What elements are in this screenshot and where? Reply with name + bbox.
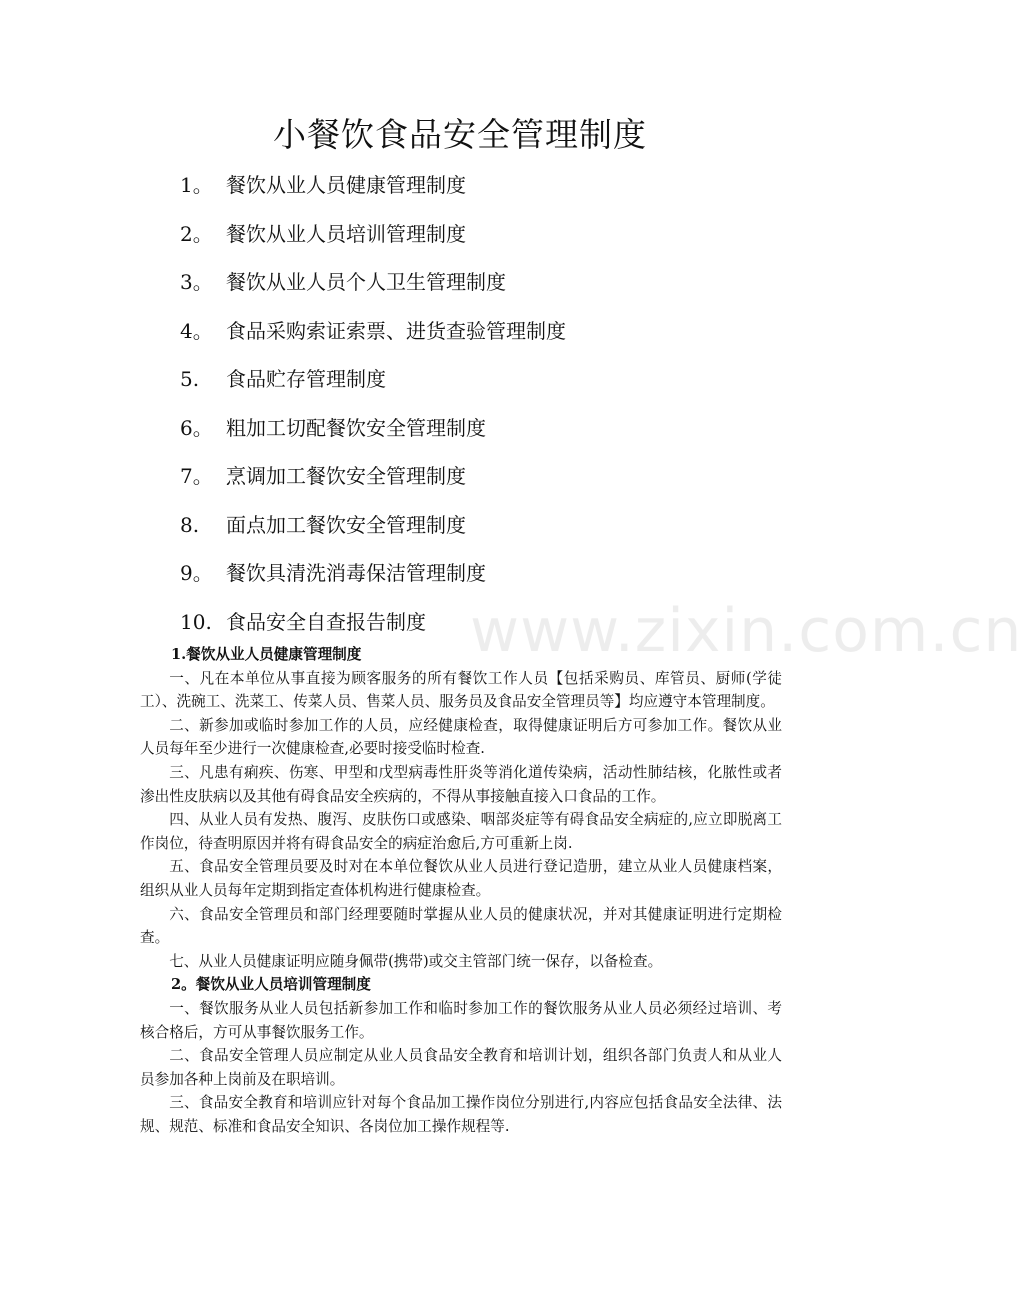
- watermark-text: www.zixin.com.cn: [470, 596, 1022, 666]
- document-body: [140, 643, 782, 1138]
- body-paragraph: 三、凡患有痢疾、伤寒、甲型和戊型病毒性肝炎等消化道传染病，活动性肺结核，化脓性或者渗出性皮肤病以及其他有碍食品安全疾病的，不得从事接触直接入口食品的工作。: [140, 763, 782, 805]
- toc-item: [180, 212, 800, 261]
- toc-item: [180, 454, 800, 503]
- body-paragraph: 六、食品安全管理员和部门经理要随时掌握从业人员的健康状况，并对其健康证明进行定期检查。: [140, 905, 782, 947]
- toc-item-label: 食品安全自查报告制度: [226, 609, 426, 634]
- toc-item-number: 6。: [180, 415, 213, 440]
- section-heading: 1.餐饮从业人员健康管理制度: [171, 646, 362, 663]
- toc-item-number: 4。: [180, 318, 213, 343]
- toc-item: [180, 406, 800, 455]
- section-heading: 2。餐饮从业人员培训管理制度: [171, 976, 371, 994]
- body-paragraph: 一、凡在本单位从事直接为顾客服务的所有餐饮工作人员【包括采购员、库管员、厨师(学徒工）、洗碗工、洗菜工、传菜人员、售菜人员、服务员及食品安全管理员等】均应遵守本管理制度。: [140, 669, 782, 711]
- body-paragraph: 一、餐饮服务从业人员包括新参加工作和临时参加工作的餐饮服务从业人员必须经过培训、考核合格后，方可从事餐饮服务工作。: [140, 999, 782, 1041]
- toc-item-number: 5.: [180, 367, 200, 391]
- toc-item: [180, 551, 800, 600]
- toc-item-number: 7。: [180, 464, 213, 488]
- body-paragraph: 三、食品安全教育和培训应针对每个食品加工操作岗位分别进行,内容应包括食品安全法律、法规、规范、标准和食品安全知识、各岗位加工操作规程等.: [140, 1094, 782, 1135]
- body-paragraph: 七、从业人员健康证明应随身佩带(携带)或交主管部门统一保存，以备检查。: [169, 952, 663, 970]
- body-paragraph: 二、食品安全管理人员应制定从业人员食品安全教育和培训计划，组织各部门负责人和从业人员参加各种上岗前及在职培训。: [140, 1047, 782, 1088]
- table-of-contents: [180, 163, 800, 648]
- toc-item-number: 2。: [180, 221, 213, 246]
- toc-item-number: 9。: [180, 561, 213, 585]
- toc-item-number: 8.: [180, 512, 200, 537]
- body-paragraph: 五、食品安全管理员要及时对在本单位餐饮从业人员进行登记造册，建立从业人员健康档案，组织从业人员每年定期到指定查体机构进行健康检查。: [140, 858, 782, 899]
- toc-item: [180, 357, 800, 406]
- toc-item-number: 10.: [180, 609, 212, 634]
- toc-item: [180, 503, 800, 552]
- document-title: 小餐饮食品安全管理制度: [273, 115, 647, 154]
- toc-item-label: 餐饮从业人员个人卫生管理制度: [226, 270, 506, 294]
- body-paragraph: 四、从业人员有发热、腹泻、皮肤伤口或感染、咽部炎症等有碍食品安全病症的,应立即脱离工作岗位，待查明原因并将有碍食品安全的病症治愈后,方可重新上岗.: [140, 811, 782, 852]
- toc-item-label: 餐饮从业人员培训管理制度: [226, 221, 466, 246]
- toc-item: [180, 260, 800, 309]
- toc-item-number: 1。: [180, 173, 213, 197]
- toc-item-label: 粗加工切配餐饮安全管理制度: [226, 415, 486, 440]
- toc-item: [180, 309, 800, 358]
- toc-item-label: 餐饮从业人员健康管理制度: [226, 173, 466, 197]
- toc-item-label: 餐饮具清洗消毒保洁管理制度: [226, 561, 486, 585]
- toc-item: [180, 163, 800, 212]
- toc-item-label: 面点加工餐饮安全管理制度: [226, 512, 466, 537]
- toc-item-label: 食品采购索证索票、进货查验管理制度: [226, 318, 566, 343]
- toc-item-label: 食品贮存管理制度: [226, 367, 386, 391]
- toc-item-number: 3。: [180, 270, 213, 294]
- toc-item-label: 烹调加工餐饮安全管理制度: [226, 464, 466, 488]
- body-paragraph: 二、新参加或临时参加工作的人员，应经健康检查，取得健康证明后方可参加工作。餐饮从业人员每年至少进行一次健康检查,必要时接受临时检查.: [140, 716, 782, 758]
